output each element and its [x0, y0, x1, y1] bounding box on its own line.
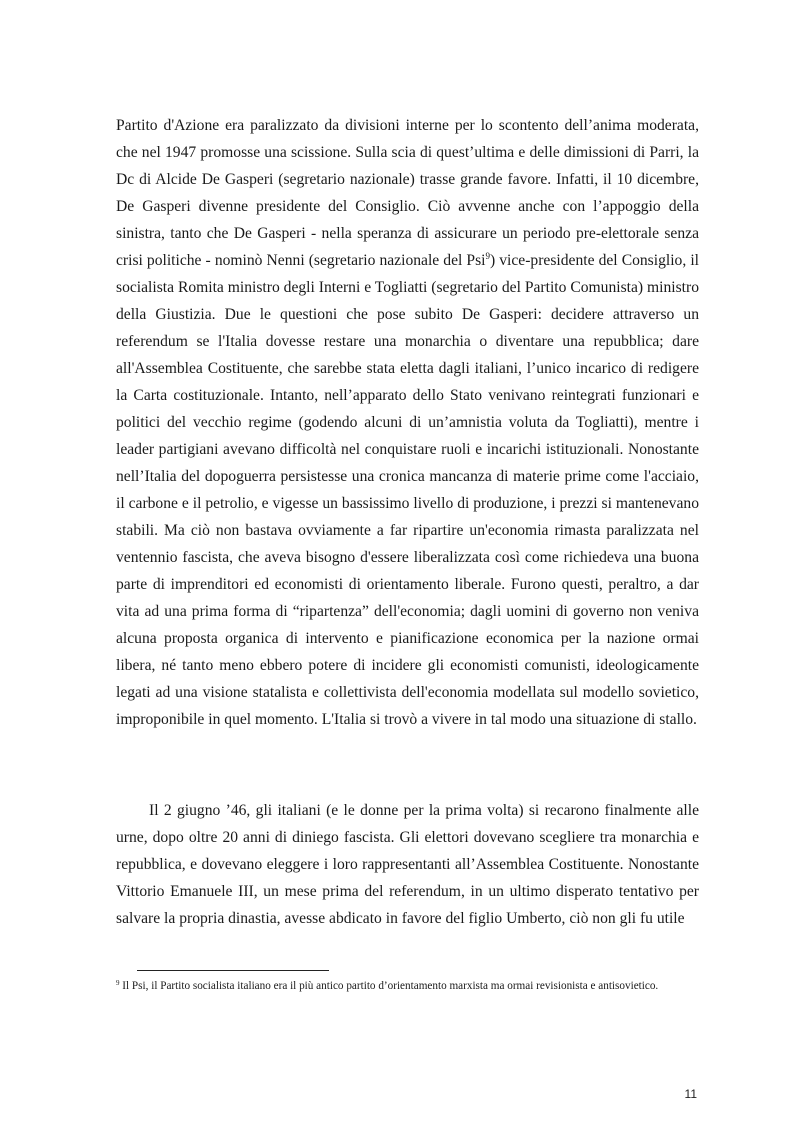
paragraph-text-part-2: ) vice-presidente del Consiglio, il socialista Romita ministro degli Interni e Togliatti (segretario del Partito Comunista) ministro della Giustizia. Due le questioni che pose subito De Gasperi: decidere attraverso un referendum se l'Italia dovesse restare una monarchia o diventare una repubblica; dare all'Assemblea Costituente, che sarebbe stata eletta dagli italiani, l’unico incarico di redigere la Carta costituzionale. Intanto, nell’apparato dello Stato venivano reintegrati funzionari e politici del vecchio regime (godendo alcuni di un’amnistia voluta da Togliatti), mentre i leader partigiani avevano difficoltà nel conquistare ruoli e incarichi istituzionali. Nonostante nell’Italia del dopoguerra persistesse una cronica mancanza di materie prime come l'acciaio, il carbone e il petrolio, e vigesse un bassissimo livello di produzione, i prezzi si mantenevano stabili. Ma ciò non bastava ovviamente a far ripartire un'economia rimasta paralizzata nel ventennio fascista, che aveva bisogno d'essere liberalizzata così come richiedeva una buona parte di imprenditori ed economisti di orientamento liberale. Furono questi, peraltro, a dar vita ad una prima forma di “ripartenza” dell'economia; dagli uomini di governo non veniva alcuna proposta organica di intervento e pianificazione economica per la nazione ormai libera, né tanto meno ebbero potere di incidere gli economisti comunisti, ideologicamente legati ad una visione statalista e collettivista dell'economia modellata sul modello sovietico, improponibile in quel momento. L'Italia si trovò a vivere in tal modo una situazione di stallo. — [116, 252, 699, 728]
body-paragraph-1 — [116, 112, 699, 733]
footnote-separator — [137, 970, 329, 971]
footnote — [116, 978, 699, 994]
page-number: 11 — [684, 1087, 697, 1101]
footnote-reference[interactable]: 9 — [485, 251, 490, 261]
body-paragraph-2 — [116, 797, 699, 932]
footnote-number: 9 — [116, 979, 120, 987]
paragraph-text: Il 2 giugno ’46, gli italiani (e le donne per la prima volta) si recarono finalmente alle urne, dopo oltre 20 anni di diniego fascista. Gli elettori dovevano scegliere tra monarchia e repubblica, e dovevano eleggere i loro rappresentanti all’Assemblea Costituente. Nonostante Vittorio Emanuele III, un mese prima del referendum, in un ultimo disperato tentativo per salvare la propria dinastia, avesse abdicato in favore del figlio Umberto, ciò non gli fu utile — [116, 802, 699, 927]
footnote-text: Il Psi, il Partito socialista italiano era il più antico partito d’orientamento marxista ma ormai revisionista e antisovietico. — [119, 980, 659, 992]
paragraph-text — [116, 112, 699, 733]
paragraph-text-part-1: Partito d'Azione era paralizzato da divisioni interne per lo scontento dell’anima moderata, che nel 1947 promosse una scissione. Sulla scia di quest’ultima e delle dimissioni di Parri, la Dc di Alcide De Gasperi (segretario nazionale) trasse grande favore. Infatti, il 10 dicembre, De Gasperi divenne presidente del Consiglio. Ciò avvenne anche con l’appoggio della sinistra, tanto che De Gasperi - nella speranza di assicurare un periodo pre-elettorale senza crisi politiche - nominò Nenni (segretario nazionale del Psi — [116, 117, 699, 269]
